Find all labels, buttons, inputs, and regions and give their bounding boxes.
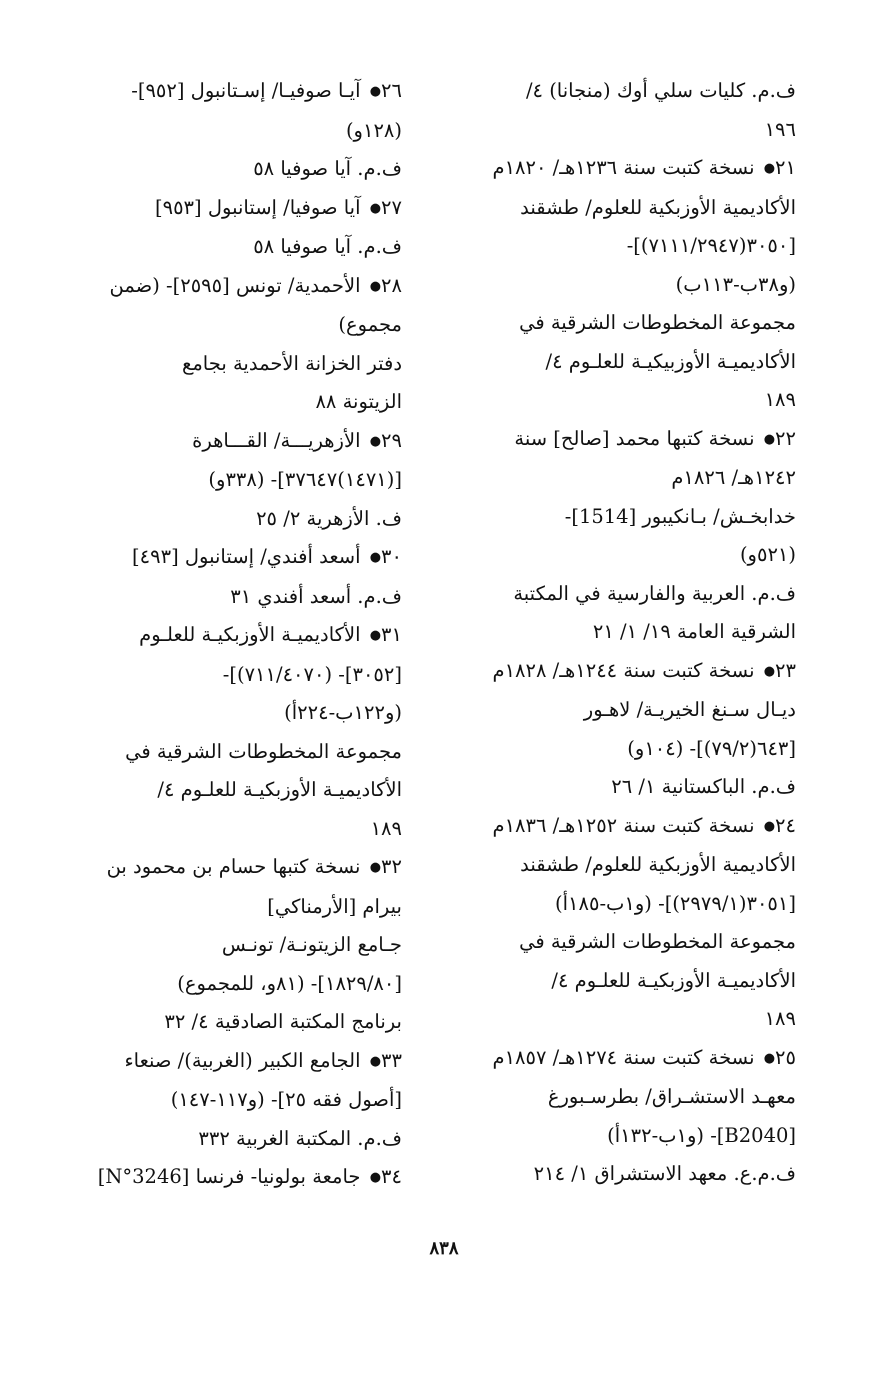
entry-line: [٣٠٥٠(٧١١١/٢٩٤٧)]-	[626, 234, 796, 257]
entry-line: الشرقية العامة ١٩/ ١/ ٢١	[592, 620, 796, 643]
entry-line: الأكاديمية الأوزبكية للعلوم/ طشقند	[520, 853, 796, 876]
entry-22	[446, 420, 796, 652]
entry-continued	[446, 72, 796, 149]
entry-number: ٢١	[775, 156, 796, 179]
entry-line: ف.م.ع. معهد الاستشراق ١/ ٢١٤	[533, 1162, 796, 1185]
entry-line: خدابخـش/ بـانكيبور [1514]-	[564, 504, 796, 528]
entry-number: ٢٩	[381, 428, 402, 452]
entry-line: ف.م. كليات سلي أوك (منجانا) ٤/	[525, 79, 796, 102]
entry-heading	[446, 1039, 796, 1079]
entry-line: [(١٤٧١)٣٧٦٤٧]- (٣٣٨و)	[208, 468, 402, 491]
entry-line: ف.م. العربية والفارسية في المكتبة	[513, 581, 796, 605]
entry-line: ف.م. أسعد أفندي ٣١	[230, 584, 402, 608]
entry-heading	[67, 422, 402, 462]
bullet-icon: ●	[369, 1170, 382, 1185]
entry-31	[67, 616, 402, 848]
right-column	[446, 72, 796, 1194]
entry-28	[67, 267, 402, 422]
entry-line: ١٨٩	[764, 388, 796, 411]
entry-line: الأكاديمية الأوزبكية للعلوم/ طشقند	[520, 195, 796, 219]
entry-line: الأكاديميـة الأوزبكيـة للعلـوم	[139, 623, 361, 646]
entry-line: [٣٠٥١(٢٩٧٩/١)]- (و١ب-١٨٥أ)	[555, 891, 796, 915]
entry-line: جـامع الزيتونـة/ تونـس	[221, 933, 402, 956]
entry-line: ١٩٦	[764, 117, 796, 141]
entry-line: آيا صوفيا/ إستانبول [٩٥٣]	[154, 195, 361, 219]
entry-25	[446, 1039, 796, 1194]
entry-line: مجموعة المخطوطات الشرقية في	[519, 930, 796, 953]
entry-line: ف.م. الباكستانية ١/ ٢٦	[611, 775, 796, 798]
entry-number: ٣١	[381, 623, 402, 646]
entry-number: ٣٠	[381, 545, 402, 568]
entry-line: نسخة كتبت سنة ١٢٣٦هـ/ ١٨٢٠م	[492, 156, 755, 179]
entry-line: ف. الأزهرية ٢/ ٢٥	[256, 506, 402, 530]
entry-heading	[67, 538, 402, 578]
entry-heading	[67, 267, 402, 307]
entry-line: جامعة بولونيا- فرنسا [N°3246]	[97, 1165, 361, 1188]
entry-line: ف.م. آيا صوفيا ٥٨	[253, 157, 402, 180]
entry-line: أسعد أفندي/ إستانبول [٤٩٣]	[132, 545, 361, 568]
entry-33	[67, 1042, 402, 1159]
bullet-icon: ●	[763, 663, 776, 679]
entry-line: برنامج المكتبة الصادقية ٤/ ٣٢	[164, 1010, 402, 1033]
entry-heading	[446, 652, 796, 692]
entry-number: ٢٧	[381, 195, 402, 219]
entry-line: بيرام [الأرمناكي]	[267, 894, 402, 918]
entry-number: ٣٣	[381, 1048, 402, 1072]
entry-30	[67, 538, 402, 616]
entry-heading	[67, 616, 402, 656]
entry-line: نسخة كتبت سنة ١٢٤٤هـ/ ١٨٢٨م	[492, 658, 755, 682]
entry-line: آيـا صوفيـا/ إسـتانبول [٩٥٢]-	[131, 79, 361, 102]
entry-heading	[67, 189, 402, 229]
bullet-icon: ●	[763, 431, 776, 447]
entry-line: ف.م. آيا صوفيا ٥٨	[253, 235, 402, 258]
entry-line: مجموع)	[338, 313, 402, 336]
entry-line: (و٣٨ب-١١٣ب)	[675, 272, 796, 296]
entry-number: ٣٤	[381, 1165, 402, 1188]
entry-line: [أصول فقه ٢٥]- (و١١٧-١٤٧)	[170, 1088, 402, 1111]
entry-line: مجموعة المخطوطات الشرقية في	[519, 311, 796, 334]
entry-32	[67, 848, 402, 1042]
entry-line: [٣٠٥٢]- (٧١١/٤٠٧٠)]-	[222, 662, 402, 686]
bullet-icon: ●	[369, 628, 382, 643]
entry-21	[446, 149, 796, 420]
entry-24	[446, 807, 796, 1039]
entry-heading	[446, 420, 796, 460]
entry-line: [١٨٢٩/٨٠]- (٨١و، للمجموع)	[177, 971, 402, 995]
entry-line: الأكاديميـة الأوزبكيـة للعلـوم ٤/	[551, 968, 796, 992]
entry-line: الجامع الكبير (الغربية)/ صنعاء	[124, 1048, 361, 1072]
entry-heading	[67, 848, 402, 888]
entry-line: نسخة كتبت سنة ١٢٥٢هـ/ ١٨٣٦م	[492, 813, 755, 837]
bullet-icon: ●	[369, 550, 382, 565]
entry-line: مجموعة المخطوطات الشرقية في	[125, 739, 402, 763]
entry-line: الأكاديميـة الأوزبيكيـة للعلـوم ٤/	[545, 349, 796, 373]
entry-line: ديـال سـنغ الخيريـة/ لاهـور	[583, 698, 796, 721]
entry-line: الأزهريـــة/ القـــاهرة	[192, 428, 361, 452]
bullet-icon: ●	[763, 818, 776, 834]
entry-23	[446, 652, 796, 807]
bullet-icon: ●	[369, 278, 382, 294]
entry-line: نسخة كتبها محمد [صالح] سنة	[514, 426, 755, 450]
bullet-icon: ●	[763, 1050, 776, 1066]
entry-line: ١٨٩	[764, 1007, 796, 1030]
bullet-icon: ●	[369, 860, 382, 875]
entry-line: الأكاديميـة الأوزبكيـة للعلـوم ٤/	[157, 778, 402, 801]
entry-line: [B2040]- (و١ب-١٣٢أ)	[607, 1123, 796, 1147]
page-number: ٨٣٨	[429, 1238, 459, 1259]
entry-number: ٢٥	[775, 1045, 796, 1069]
entry-line: (و١٢٢ب-٢٢٤أ)	[284, 701, 402, 724]
entry-number: ٢٤	[775, 813, 796, 837]
entry-34	[67, 1158, 402, 1198]
entry-line: [٦٤٣(٧٩/٢)]- (١٠٤و)	[627, 736, 796, 760]
entry-line: ١٢٤٢هـ/ ١٨٢٦م	[671, 466, 796, 489]
entry-line: نسخة كتبها حسام بن محمود بن	[106, 855, 361, 878]
entry-number: ٢٣	[775, 658, 796, 682]
left-column	[67, 72, 402, 1198]
entry-line: الأحمدية/ تونس [٢٥٩٥]- (ضمن	[109, 273, 361, 297]
entry-line: معهـد الاستشـراق/ بطرسـبورغ	[547, 1085, 796, 1108]
entry-number: ٢٦	[381, 79, 402, 102]
entry-26	[67, 72, 402, 189]
bullet-icon: ●	[369, 433, 382, 449]
entry-29	[67, 422, 402, 539]
entry-heading	[446, 149, 796, 189]
entry-line: (١٢٨و)	[345, 118, 402, 142]
entry-line: نسخة كتبت سنة ١٢٧٤هـ/ ١٨٥٧م	[492, 1045, 755, 1069]
bullet-icon: ●	[763, 161, 776, 176]
bullet-icon: ●	[369, 200, 382, 216]
entry-number: ٢٨	[381, 273, 402, 297]
entry-heading	[67, 1158, 402, 1198]
bullet-icon: ●	[369, 84, 382, 99]
entry-number: ٢٢	[775, 426, 796, 450]
entry-heading	[67, 72, 402, 112]
entry-27	[67, 189, 402, 267]
bullet-icon: ●	[369, 1053, 382, 1069]
entry-heading	[67, 1042, 402, 1082]
entry-line: دفتر الخزانة الأحمدية بجامع	[181, 351, 402, 375]
entry-number: ٣٢	[381, 855, 402, 878]
entry-line: الزيتونة ٨٨	[315, 390, 402, 413]
entry-line: (٥٢١و)	[739, 543, 796, 566]
entry-line: ف.م. المكتبة الغربية ٣٣٢	[198, 1126, 402, 1150]
entry-heading	[446, 807, 796, 847]
entry-line: ١٨٩	[370, 816, 402, 840]
